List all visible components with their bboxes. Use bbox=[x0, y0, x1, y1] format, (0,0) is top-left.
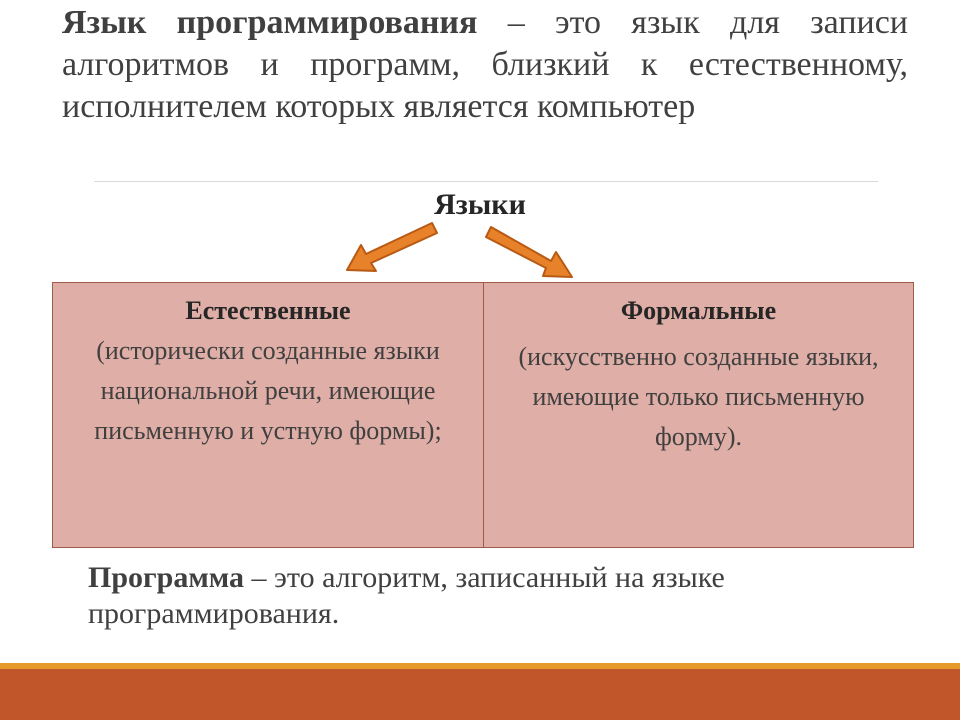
definition-text: – это язык для записи алгоритмов и программ, близкий к естественному, исполнителем которых является компьютер bbox=[62, 4, 908, 125]
arrow-left-icon bbox=[347, 223, 437, 271]
languages-table bbox=[52, 282, 914, 548]
formal-languages-text: (искусственно созданные языки, имеющие только письменную форму). bbox=[518, 342, 879, 451]
formal-languages-title: Формальные bbox=[620, 296, 777, 325]
footer-band bbox=[0, 669, 960, 720]
program-term: Программа bbox=[88, 561, 244, 594]
natural-languages-title: Естественные bbox=[185, 296, 351, 325]
formal-languages-cell bbox=[484, 283, 913, 547]
program-text: – это алгоритм, записанный на языке программирования. bbox=[88, 561, 725, 630]
languages-heading: Языки bbox=[434, 188, 526, 221]
arrow-right-icon bbox=[486, 227, 572, 277]
natural-languages-cell bbox=[53, 283, 484, 547]
natural-languages-text: (исторически созданные языки национальной речи, имеющие письменную и устную формы); bbox=[94, 336, 442, 445]
program-paragraph bbox=[88, 560, 860, 632]
definition-term: Язык программирования bbox=[62, 4, 478, 41]
